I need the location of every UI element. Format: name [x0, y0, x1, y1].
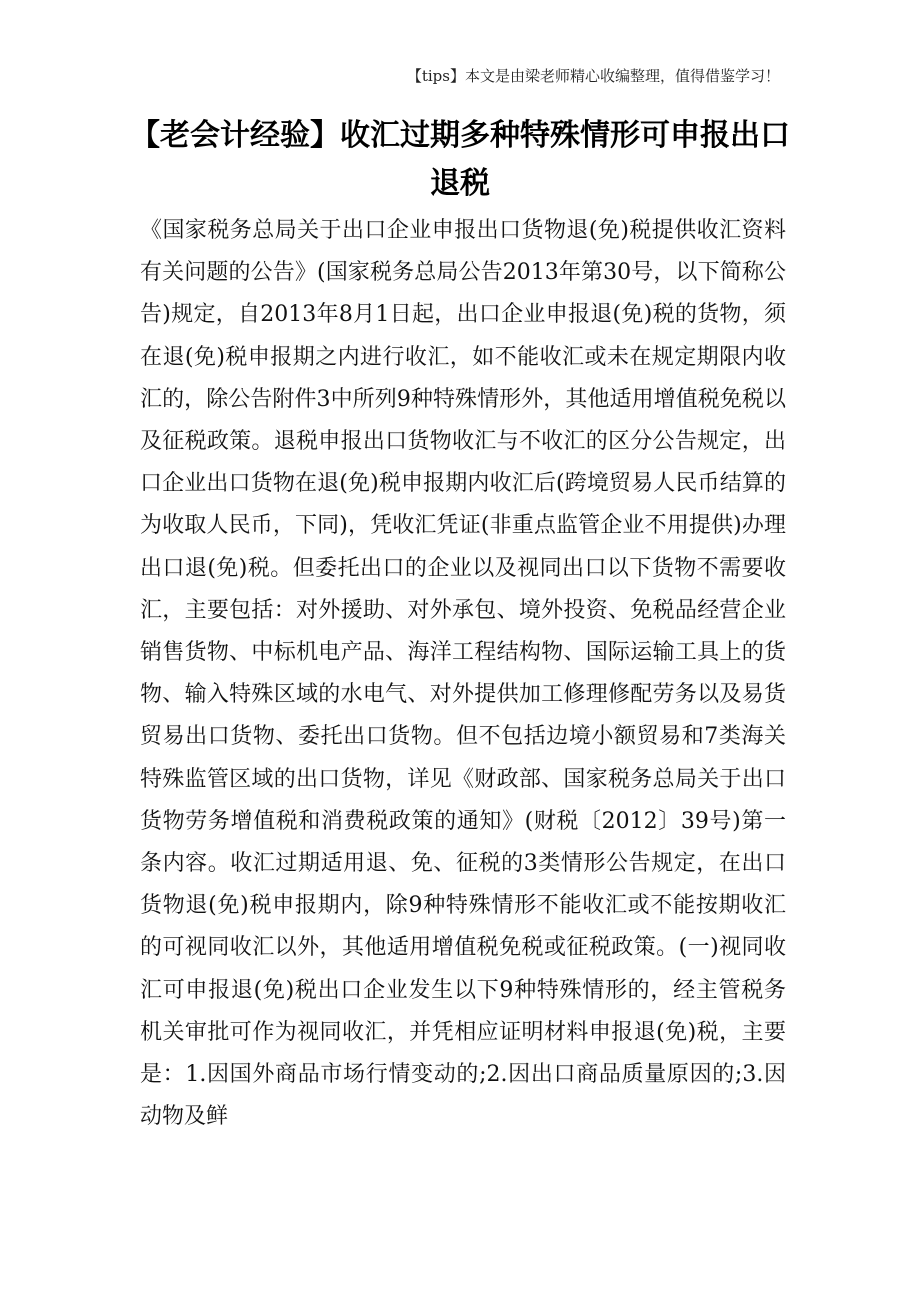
tips-header: 【tips】本文是由梁老师精心收编整理，值得借鉴学习！ [406, 67, 780, 85]
document-title: 【老会计经验】收汇过期多种特殊情形可申报出口退税 [130, 118, 790, 201]
document-body: 《国家税务总局关于出口企业申报出口货物退(免)税提供收汇资料有关问题的公告》(国家税务总局公告2013年第30号，以下简称公告)规定，自2013年8月1日起，出口企业申报退(免)税的货物，须在退(免)税申报期之内进行收汇，如不能收汇或未在规定期限内收汇的，除公告附件3中所列9种特殊情形外，其他适用增值税免税以及征税政策。退税申报出口货物收汇与不收汇的区分公告规定，出口企业出口货物在退(免)税申报期内收汇后(跨境贸易人民币结算的为收取人民币，下同)，凭收汇凭证(非重点监管企业不用提供)办理出口退(免)税。但委托出口的企业以及视同出口以下货物不需要收汇，主要包括：对外援助、对外承包、境外投资、免税品经营企业销售货物、中标机电产品、海洋工程结构物、国际运输工具上的货物、输入特殊区域的水电气、对外提供加工修理修配劳务以及易货贸易出口货物、委托出口货物。但不包括边境小额贸易和7类海关特殊监管区域的出口货物，详见《财政部、国家税务总局关于出口货物劳务增值税和消费税政策的通知》(财税〔2012〕39号)第一条内容。收汇过期适用退、免、征税的3类情形公告规定，在出口货物退(免)税申报期内，除9种特殊情形不能收汇或不能按期收汇的可视同收汇以外，其他适用增值税免税或征税政策。(一)视同收汇可申报退(免)税出口企业发生以下9种特殊情形的，经主管税务机关审批可作为视同收汇，并凭相应证明材料申报退(免)税，主要是：1.因国外商品市场行情变动的;2.因出口商品质量原因的;3.因动物及鲜 [140, 218, 786, 1130]
